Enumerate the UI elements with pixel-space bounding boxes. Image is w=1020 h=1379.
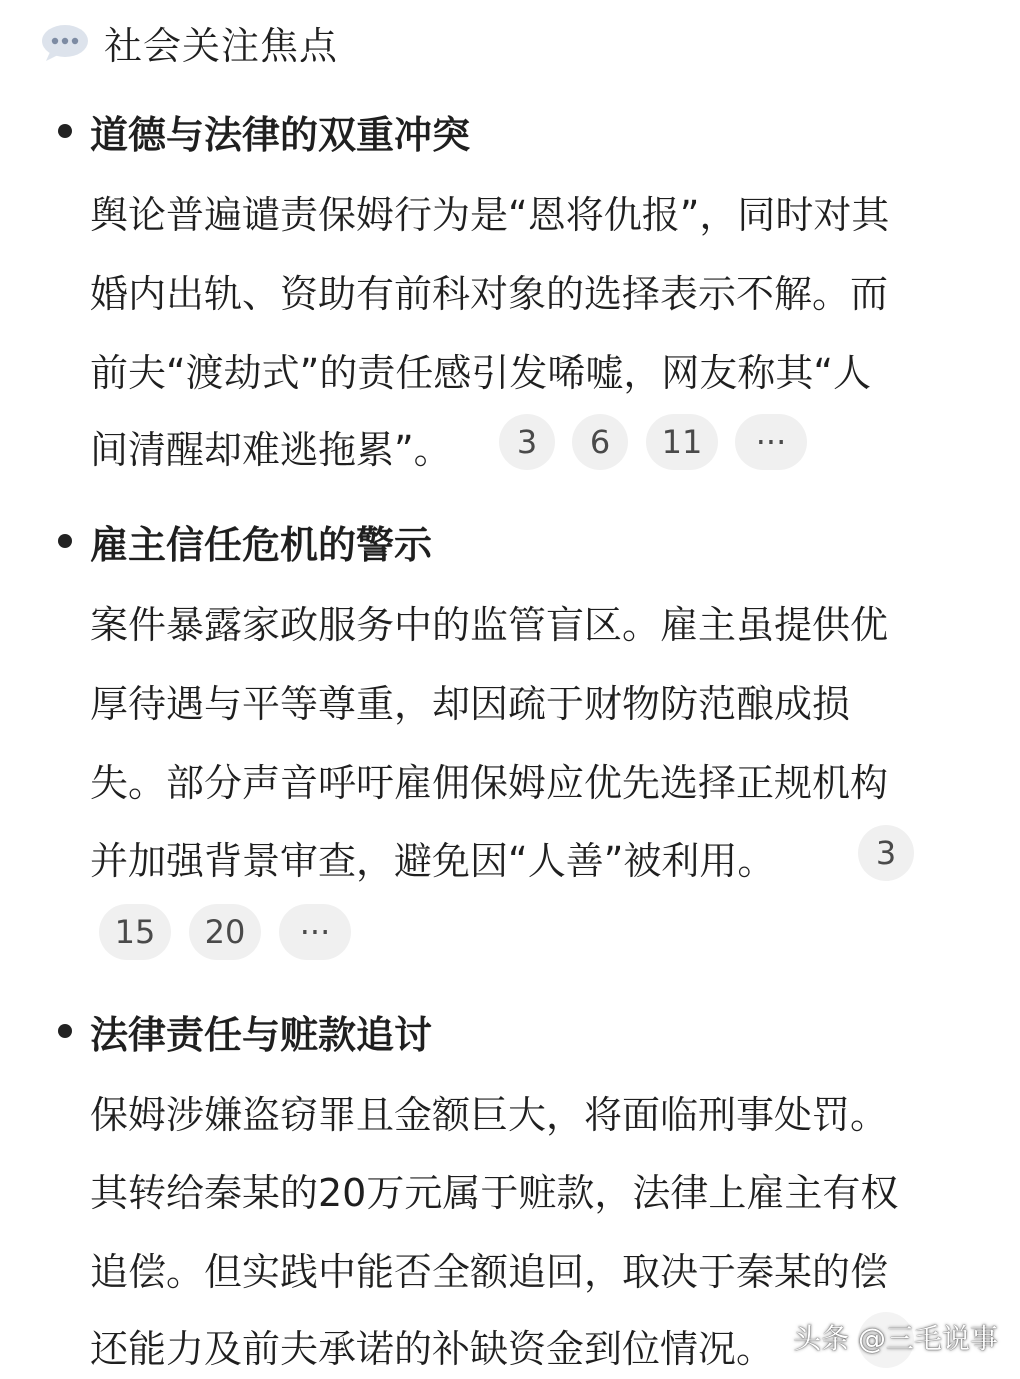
more-references-button[interactable]: ··· bbox=[735, 414, 807, 470]
paragraph-line: 舆论普遍谴责保姆行为是“恩将仇报”，同时对其 bbox=[90, 193, 890, 237]
reference-chip[interactable]: 11 bbox=[646, 414, 718, 470]
reference-chip[interactable]: 15 bbox=[99, 904, 171, 960]
paragraph-line: 失。部分声音呼吁雇佣保姆应优先选择正规机构 bbox=[90, 761, 889, 805]
section-title: 雇主信任危机的警示 bbox=[90, 523, 433, 567]
paragraph-line: 案件暴露家政服务中的监管盲区。雇主虽提供优 bbox=[90, 603, 889, 647]
bullet-icon bbox=[58, 1024, 72, 1038]
page-title: 社会关注焦点 bbox=[104, 23, 339, 68]
paragraph-line: 婚内出轨、资助有前科对象的选择表示不解。而 bbox=[90, 272, 889, 316]
reference-chip[interactable]: 3 bbox=[858, 825, 914, 881]
paragraph-line: 其转给秦某的20万元属于赃款，法律上雇主有权 bbox=[90, 1171, 899, 1215]
section-title: 道德与法律的双重冲突 bbox=[90, 113, 471, 157]
bullet-icon bbox=[58, 534, 72, 548]
chat-bubble-icon bbox=[40, 22, 90, 62]
paragraph-line: 保姆涉嫌盗窃罪且金额巨大，将面临刑事处罚。 bbox=[90, 1093, 889, 1137]
reference-chip[interactable]: 6 bbox=[572, 414, 628, 470]
paragraph-line: 还能力及前夫承诺的补缺资金到位情况。 bbox=[90, 1327, 775, 1371]
bullet-icon bbox=[58, 124, 72, 138]
section-title: 法律责任与赃款追讨 bbox=[90, 1013, 433, 1057]
more-references-button[interactable]: ··· bbox=[279, 904, 351, 960]
paragraph-line: 厚待遇与平等尊重，却因疏于财物防范酿成损 bbox=[90, 682, 851, 726]
reference-chip[interactable]: 3 bbox=[499, 414, 555, 470]
paragraph-line: 间清醒却难逃拖累”。 bbox=[90, 428, 452, 472]
paragraph-line: 前夫“渡劫式”的责任感引发唏嘘，网友称其“人 bbox=[90, 351, 872, 395]
reference-chip[interactable]: 20 bbox=[189, 904, 261, 960]
watermark: 头条 @三毛说事 bbox=[793, 1322, 998, 1355]
paragraph-line: 追偿。但实践中能否全额追回，取决于秦某的偿 bbox=[90, 1250, 889, 1294]
section-header bbox=[40, 12, 338, 72]
paragraph-line: 并加强背景审查，避免因“人善”被利用。 bbox=[90, 839, 776, 883]
